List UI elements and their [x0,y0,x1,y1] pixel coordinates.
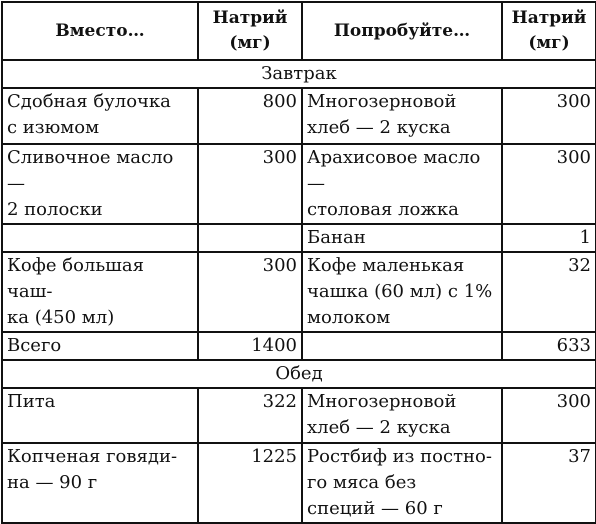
instead-item-line: ка (450 мл) [7,307,115,328]
header-sodium-try [502,2,596,60]
instead-sodium: 300 [198,252,302,332]
header-instead: Вместо… [2,2,198,60]
header-try: Попробуйте… [302,2,502,60]
try-item-line: Многозерновой [307,391,457,412]
table-body [2,60,596,523]
try-sodium: 300 [502,388,596,443]
try-sodium: 633 [502,332,596,360]
instead-sodium: 1400 [198,332,302,360]
try-item-line: специй — 60 г [307,498,443,519]
table-row [2,332,596,360]
instead-sodium: 322 [198,388,302,443]
header-row [2,2,596,60]
try-sodium: 300 [502,88,596,144]
instead-item [2,224,198,252]
try-item [302,388,502,443]
section-title: Обед [2,360,596,388]
table-row [2,144,596,224]
instead-item [2,144,198,224]
try-item-line: хлеб — 2 куска [307,117,451,138]
sodium-comparison-table [1,1,596,524]
try-item-line: Кофе маленькая [307,255,465,276]
table-row [2,224,596,252]
try-item-line: Многозерновой [307,91,457,112]
try-item-line: молоком [307,307,391,328]
try-item [302,88,502,144]
try-item-line: Банан [307,227,366,248]
try-item [302,252,502,332]
table-row [2,252,596,332]
try-sodium: 37 [502,443,596,523]
header-sodium-instead [198,2,302,60]
try-item [302,332,502,360]
instead-item [2,443,198,523]
instead-sodium: 1225 [198,443,302,523]
instead-item-line: Всего [7,335,62,356]
try-item-line: чашка (60 мл) с 1% [307,281,493,302]
try-sodium: 32 [502,252,596,332]
table-row [2,388,596,443]
instead-item-line: на — 90 г [7,472,98,493]
try-item [302,144,502,224]
instead-sodium [198,224,302,252]
try-item [302,443,502,523]
header-sodium-instead-line2: (мг) [229,33,271,53]
header-sodium-try-line2: (мг) [528,33,570,53]
header-sodium-try-line1: Натрий [511,8,587,28]
try-item-line: Ростбиф из постно- [307,446,492,467]
instead-item-line: 2 полоски [7,199,103,220]
instead-item-line: Сдобная булочка [7,91,171,112]
try-item-line: столовая ложка [307,199,459,220]
try-item-line: го мяса без [307,472,417,493]
instead-item [2,88,198,144]
try-item-line: Арахисовое масло — [307,147,481,194]
instead-item-line: Пита [7,391,56,412]
try-sodium: 300 [502,144,596,224]
try-item [302,224,502,252]
section-title: Завтрак [2,60,596,88]
instead-item-line: Копченая говяди- [7,446,178,467]
instead-item [2,332,198,360]
instead-item [2,252,198,332]
instead-item-line: Сливочное масло — [7,147,174,194]
table-row [2,443,596,523]
section-row [2,360,596,388]
try-item-line: хлеб — 2 куска [307,417,451,438]
header-sodium-instead-line1: Натрий [212,8,288,28]
instead-sodium: 800 [198,88,302,144]
instead-item [2,388,198,443]
instead-sodium: 300 [198,144,302,224]
try-sodium: 1 [502,224,596,252]
instead-item-line: Кофе большая чаш- [7,255,144,302]
instead-item-line: с изюмом [7,117,100,138]
section-row [2,60,596,88]
table-row [2,88,596,144]
